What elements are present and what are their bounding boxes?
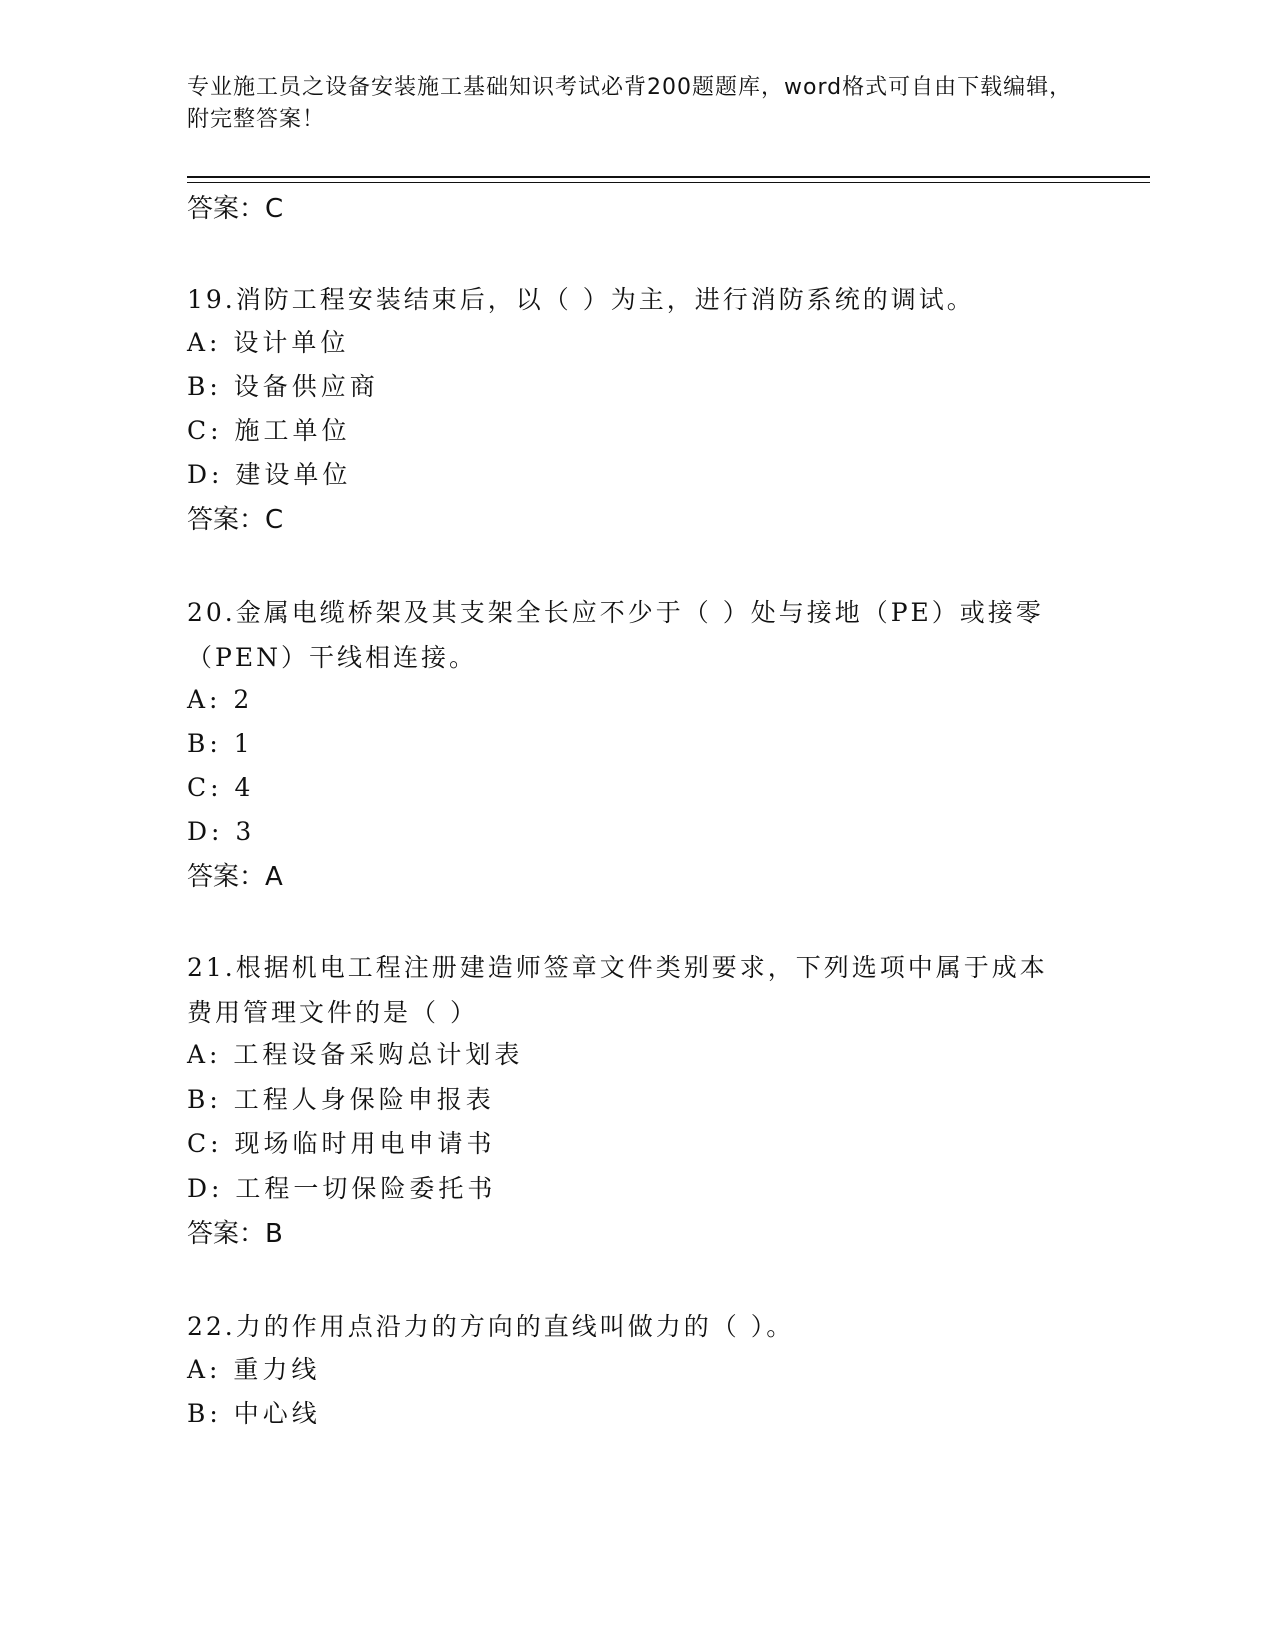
answer-18: 答案：C (187, 194, 284, 224)
q19-option-c: C: 施工单位 (187, 416, 351, 445)
q21-option-a: A: 工程设备采购总计划表 (187, 1040, 524, 1069)
q21-option-c: C: 现场临时用电申请书 (187, 1129, 496, 1158)
document-header: 专业施工员之设备安装施工基础知识考试必背200题题库，word格式可自由下载编辑，附完整答案！ (187, 75, 1073, 132)
question-22: 22.力的作用点沿力的方向的直线叫做力的（ ）。 (187, 1312, 795, 1341)
header-rule-thin (187, 182, 1150, 183)
q21-option-d: D: 工程一切保险委托书 (187, 1174, 497, 1203)
q19-option-b: B: 设备供应商 (187, 372, 379, 401)
question-21: 21.根据机电工程注册建造师签章文件类别要求，下列选项中属于成本费用管理文件的是（ ） (187, 953, 1048, 1027)
q20-option-b: B: 1 (187, 729, 254, 758)
q22-option-a: A: 重力线 (187, 1355, 321, 1384)
q20-option-d: D: 3 (187, 817, 256, 846)
q19-option-d: D: 建设单位 (187, 460, 352, 489)
answer-20: 答案：A (187, 862, 283, 892)
question-19: 19.消防工程安装结束后，以（ ）为主，进行消防系统的调试。 (187, 285, 975, 314)
answer-21: 答案：B (187, 1219, 283, 1249)
q20-option-c: C: 4 (187, 773, 255, 802)
q22-option-b: B: 中心线 (187, 1399, 321, 1428)
q19-option-a: A: 设计单位 (187, 328, 350, 357)
answer-19: 答案：C (187, 505, 284, 535)
question-20: 20.金属电缆桥架及其支架全长应不少于（ ）处与接地（PE）或接零（PEN）干线相连接。 (187, 598, 1044, 672)
header-rule-thick (187, 176, 1150, 178)
q21-option-b: B: 工程人身保险申报表 (187, 1085, 495, 1114)
q20-option-a: A: 2 (187, 685, 254, 714)
